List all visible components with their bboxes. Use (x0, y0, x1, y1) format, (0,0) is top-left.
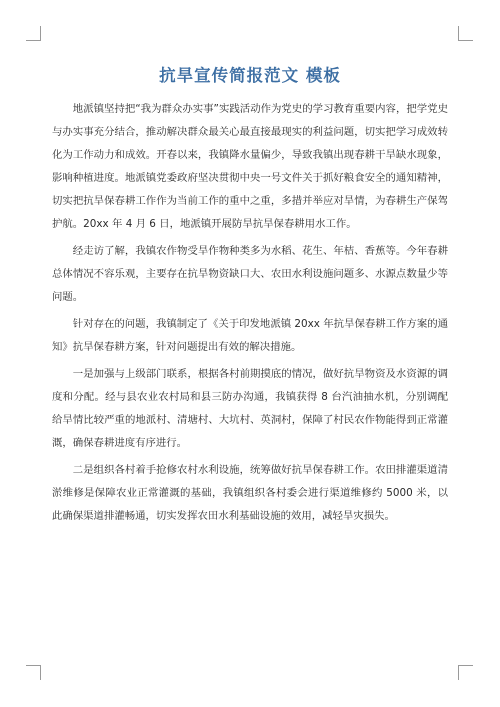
document-body (52, 98, 448, 532)
document-title: 抗旱宣传简报范文 模板 (159, 66, 341, 85)
crop-mark-top-left (26, 26, 41, 41)
paragraph-survey: 经走访了解，我镇农作物受旱作物种类多为水稻、花生、年桔、香蕉等。今年春耕总体情况不容乐观，主要存在抗旱物资缺口大、农田水利设施问题多、水源点数量少等问题。 (52, 245, 448, 303)
paragraph-measure-two: 二是组织各村着手抢修农村水利设施，统筹做好抗旱保春耕工作。农田排灌渠道清淤维修是保障农业正常灌溉的基础，我镇组织各村委会进行渠道维修约 5000 米，以此确保渠道排灌畅通，切实发挥农田水利基础设施的效用，减轻旱灾损失。 (52, 464, 448, 522)
paragraph-measure-one: 一是加强与上级部门联系，根据各村前期摸底的情况，做好抗旱物资及水资源的调度和分配。经与县农业农村局和县三防办沟通，我镇获得 8 台汽油抽水机，分别调配给旱情比较严重的地派村、清塘村、大坑村、英洞村，保障了村民农作物能得到正常灌溉，确保春耕进度有序进行。 (52, 368, 448, 449)
crop-mark-bottom-right (458, 665, 473, 680)
paragraph-plan: 针对存在的问题，我镇制定了《关于印发地派镇 20xx 年抗旱保春耕工作方案的通知》抗旱保春耕方案，针对问题提出有效的解决措施。 (52, 318, 448, 353)
crop-mark-bottom-left (26, 665, 41, 680)
crop-mark-top-right (458, 26, 473, 41)
paragraph-intro: 地派镇坚持把“我为群众办实事”实践活动作为党史的学习教育重要内容，把学党史与办实事充分结合，推动解决群众最关心最直接最现实的利益问题，切实把学习成效转化为工作动力和成效。开春以来，我镇降水量偏少，导致我镇出现春耕干旱缺水现象，影响种植进度。地派镇党委政府坚决贯彻中央一号文件关于抓好粮食安全的通知精神，切实把抗旱保春耕工作作为当前工作的重中之重，多措并举应对旱情，为春耕生产保驾护航。20xx 年 4 月 6 日，地派镇开展防旱抗旱保春耕用水工作。 (52, 103, 448, 230)
